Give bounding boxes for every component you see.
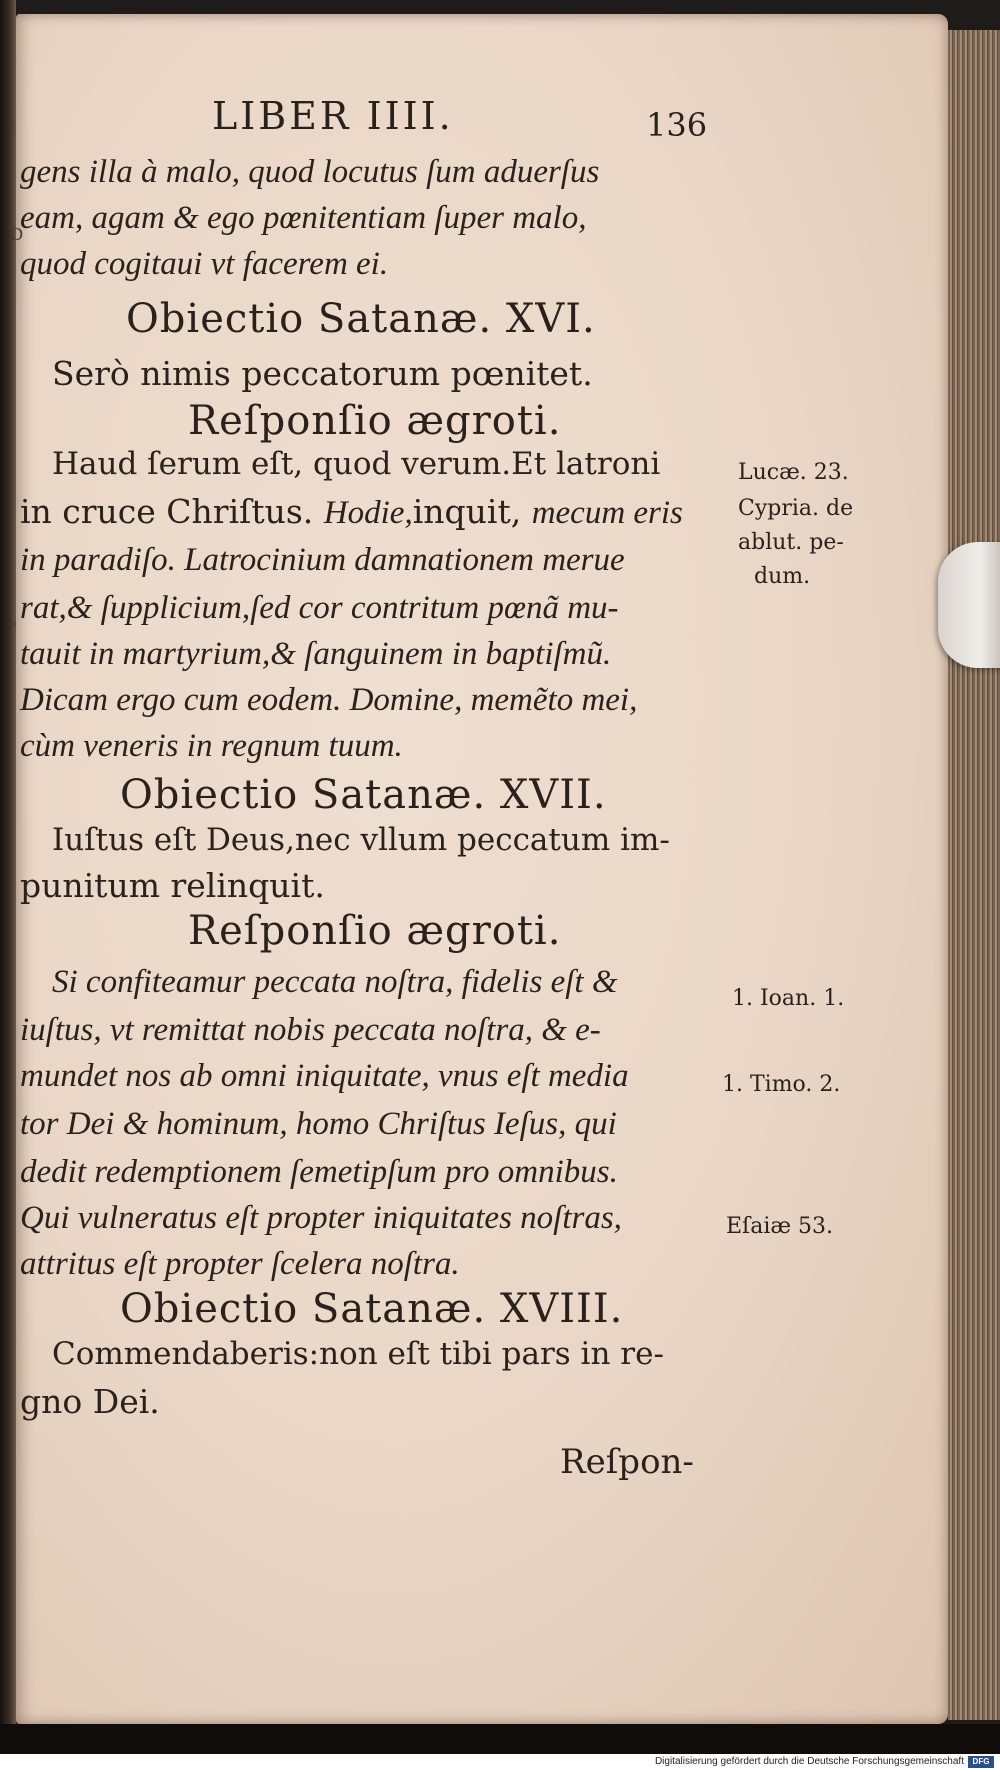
text-line: Haud ſerum eſt, quod verum.Et latroni (52, 446, 661, 482)
text-line: rat,& ſupplicium,ſed cor contritum pœnã mu- (20, 590, 619, 626)
text-segment: inquit, (412, 492, 532, 531)
book-spine-left (0, 0, 16, 1770)
margin-note: Cypria. de (738, 496, 854, 521)
text-segment: Hodie, (323, 495, 413, 531)
book-page (10, 14, 948, 1724)
text-line: tor Dei & hominum, homo Chriſtus Ieſus, qui (20, 1106, 617, 1142)
section-heading: Reſponſio ægroti. (188, 398, 562, 444)
section-heading: Reſponſio ægroti. (188, 908, 562, 954)
margin-note: Lucæ. 23. (738, 460, 849, 485)
bleed-through-mark: D (10, 224, 23, 244)
text-line: gno Dei. (20, 1382, 160, 1421)
digitization-footer (0, 1754, 1000, 1770)
page-number: 136 (646, 106, 708, 144)
text-line: tauit in martyrium,& ſanguinem in baptiſmũ. (20, 636, 612, 672)
text-line: Commendaberis:non eſt tibi pars in re- (52, 1336, 664, 1372)
margin-note: dum. (754, 564, 811, 589)
digitization-credit: Digitalisierung gefördert durch die Deutsche Forschungsgemeinschaft (654, 1756, 964, 1767)
text-line: Iuſtus eſt Deus,nec vllum peccatum im- (52, 822, 670, 858)
text-segment: in cruce Chriſtus. (20, 492, 324, 531)
text-line: in paradiſo. Latrocinium damnationem merue (20, 542, 625, 578)
text-line: cùm veneris in regnum tuum. (20, 728, 403, 764)
dfg-logo: DFG (968, 1756, 994, 1768)
text-line: iuſtus, vt remittat nobis peccata noſtra, & e- (20, 1012, 601, 1048)
running-title: LIBER IIII. (212, 94, 454, 138)
text-line: quod cogitaui vt facerem ei. (20, 246, 389, 282)
text-line: eam, agam & ego pœnitentiam ſuper malo, (20, 200, 587, 236)
margin-note: 1. Timo. 2. (722, 1072, 841, 1097)
bleed-through-mark: · (12, 614, 18, 634)
text-line: Si confiteamur peccata noſtra, fidelis eſt & (52, 964, 618, 1000)
text-line: dedit redemptionem ſemetipſum pro omnibus. (20, 1154, 618, 1190)
text-line: punitum relinquit. (20, 866, 325, 905)
margin-note: ablut. pe- (738, 530, 844, 555)
text-line: attritus eſt propter ſcelera noſtra. (20, 1246, 460, 1282)
bookmark-tab (938, 542, 1000, 668)
section-heading: Obiectio Satanæ. XVIII. (120, 1286, 624, 1332)
scan-bottom-edge (0, 1724, 1000, 1754)
margin-note: Eſaiæ 53. (726, 1214, 834, 1239)
margin-note: 1. Ioan. 1. (732, 986, 845, 1011)
bleed-through-mark: ı (10, 114, 16, 134)
catchword: Reſpon- (560, 1442, 694, 1482)
section-heading: Obiectio Satanæ. XVI. (126, 296, 596, 342)
text-segment: mecum eris (531, 495, 683, 531)
section-heading: Obiectio Satanæ. XVII. (120, 772, 607, 818)
text-line (20, 492, 683, 532)
text-line: Qui vulneratus eſt propter iniquitates noſtras, (20, 1200, 622, 1236)
text-line: Serò nimis peccatorum pœnitet. (52, 354, 593, 393)
text-line: Dicam ergo cum eodem. Domine, memẽto mei, (20, 682, 638, 718)
text-line: gens illa à malo, quod locutus ſum aduerſus (20, 154, 600, 190)
page-edges (948, 30, 1000, 1720)
text-line: mundet nos ab omni iniquitate, vnus eſt media (20, 1058, 629, 1094)
